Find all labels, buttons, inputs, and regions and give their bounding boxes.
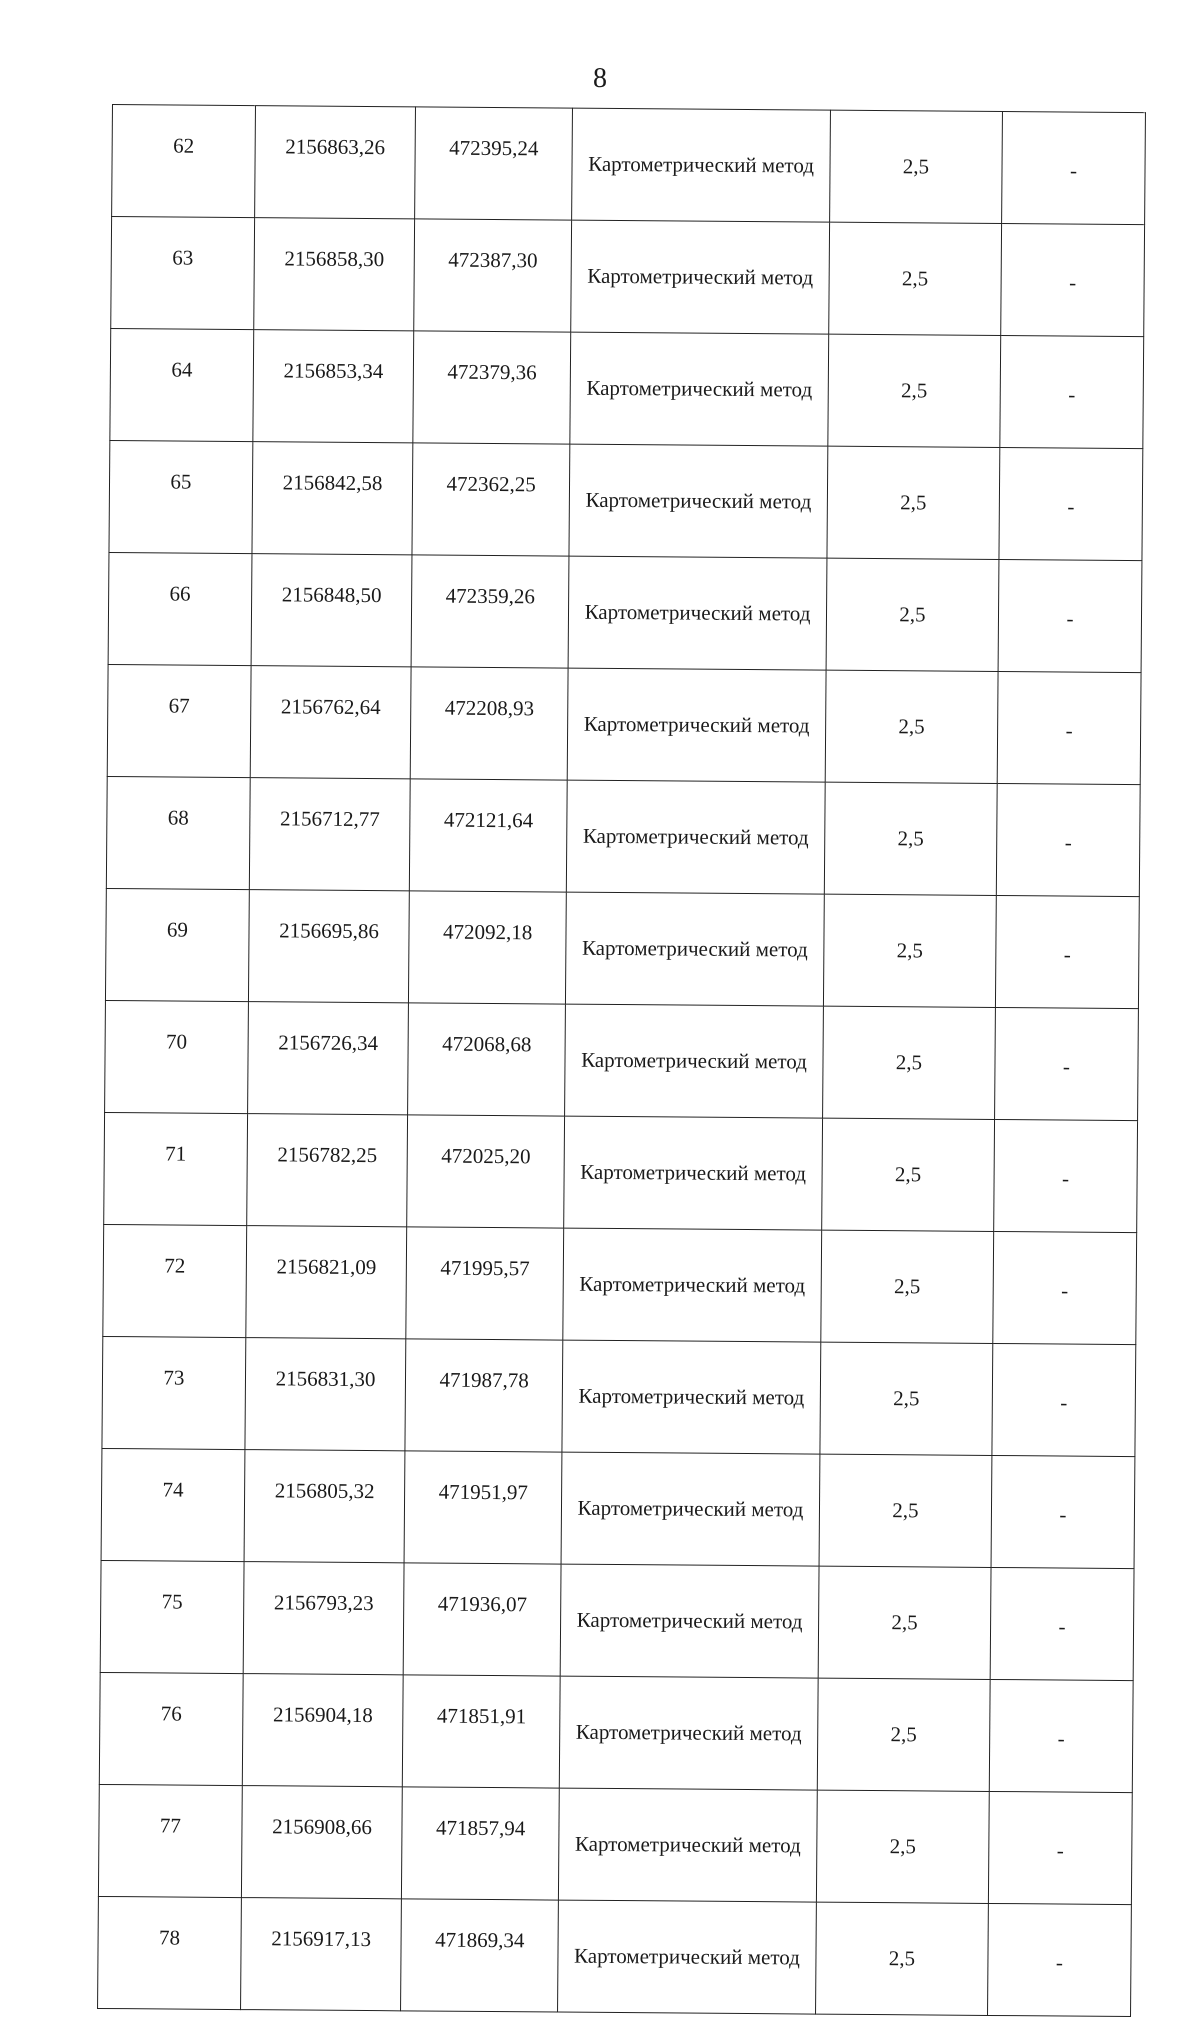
point-number-cell: 72 — [103, 1224, 247, 1337]
method-cell: Картометрический метод — [562, 1340, 821, 1454]
accuracy-cell: 2,5 — [829, 110, 1002, 223]
table-row — [106, 776, 1140, 896]
x-coordinate-cell: 2156853,34 — [253, 330, 414, 443]
x-coordinate-cell: 2156726,34 — [247, 1002, 408, 1115]
point-number-cell: 62 — [112, 105, 256, 218]
y-coordinate-cell: 471851,91 — [402, 1675, 560, 1788]
table-row — [109, 440, 1143, 560]
method-cell: Картометрический метод — [572, 108, 831, 222]
coordinates-table-body — [98, 105, 1146, 2017]
y-coordinate-cell: 472121,64 — [410, 779, 568, 892]
note-cell: - — [1002, 111, 1146, 224]
accuracy-cell: 2,5 — [828, 334, 1001, 447]
point-number-cell: 69 — [105, 888, 249, 1001]
point-number-cell: 63 — [111, 217, 255, 330]
accuracy-cell: 2,5 — [824, 782, 997, 895]
x-coordinate-cell: 2156848,50 — [251, 554, 412, 667]
y-coordinate-cell: 471951,97 — [404, 1451, 562, 1564]
point-number-cell: 71 — [104, 1112, 248, 1225]
point-number-cell: 68 — [106, 776, 250, 889]
method-cell: Картометрический метод — [565, 1004, 824, 1118]
method-cell: Картометрический метод — [560, 1564, 819, 1678]
method-cell: Картометрический метод — [561, 1452, 820, 1566]
method-cell: Картометрический метод — [571, 220, 830, 334]
method-cell: Картометрический метод — [559, 1788, 818, 1902]
x-coordinate-cell: 2156917,13 — [240, 1898, 401, 2011]
method-cell: Картометрический метод — [563, 1228, 822, 1342]
accuracy-cell: 2,5 — [822, 1118, 995, 1231]
accuracy-cell: 2,5 — [826, 558, 999, 671]
point-number-cell: 70 — [105, 1000, 249, 1113]
note-cell: - — [998, 559, 1142, 672]
note-cell: - — [1000, 335, 1144, 448]
method-cell: Картометрический метод — [566, 892, 825, 1006]
y-coordinate-cell: 471869,34 — [401, 1899, 559, 2012]
x-coordinate-cell: 2156908,66 — [241, 1786, 402, 1899]
note-cell: - — [988, 1903, 1132, 2016]
table-row — [98, 1896, 1132, 2016]
note-cell: - — [997, 671, 1141, 784]
table-row — [103, 1224, 1137, 1344]
point-number-cell: 76 — [99, 1672, 243, 1785]
x-coordinate-cell: 2156712,77 — [249, 778, 410, 891]
y-coordinate-cell: 472362,25 — [412, 443, 570, 556]
point-number-cell: 77 — [98, 1784, 242, 1897]
note-cell: - — [999, 447, 1143, 560]
point-number-cell: 65 — [109, 440, 253, 553]
x-coordinate-cell: 2156762,64 — [250, 666, 411, 779]
table-row — [104, 1112, 1138, 1232]
y-coordinate-cell: 472379,36 — [413, 331, 571, 444]
accuracy-cell: 2,5 — [827, 446, 1000, 559]
method-cell: Картометрический метод — [569, 444, 828, 558]
y-coordinate-cell: 471936,07 — [403, 1563, 561, 1676]
method-cell: Картометрический метод — [558, 1900, 817, 2014]
accuracy-cell: 2,5 — [815, 1902, 988, 2015]
x-coordinate-cell: 2156842,58 — [252, 442, 413, 555]
table-row — [111, 217, 1145, 337]
note-cell: - — [990, 1567, 1134, 1680]
x-coordinate-cell: 2156805,32 — [244, 1450, 405, 1563]
coordinates-table — [97, 104, 1146, 2017]
x-coordinate-cell: 2156858,30 — [254, 218, 415, 331]
x-coordinate-cell: 2156821,09 — [246, 1226, 407, 1339]
accuracy-cell: 2,5 — [816, 1790, 989, 1903]
table-row — [98, 1784, 1132, 1904]
table-row — [105, 888, 1139, 1008]
table-row — [108, 552, 1142, 672]
note-cell: - — [994, 1119, 1138, 1232]
table-row — [99, 1672, 1133, 1792]
x-coordinate-cell: 2156904,18 — [242, 1674, 403, 1787]
accuracy-cell: 2,5 — [823, 894, 996, 1007]
table-row — [100, 1560, 1134, 1680]
method-cell: Картометрический метод — [567, 668, 826, 782]
y-coordinate-cell: 472068,68 — [408, 1003, 566, 1116]
note-cell: - — [996, 783, 1140, 896]
table-row — [105, 1000, 1139, 1120]
point-number-cell: 66 — [108, 552, 252, 665]
table-row — [110, 328, 1144, 448]
accuracy-cell: 2,5 — [829, 222, 1002, 335]
note-cell: - — [995, 1007, 1139, 1120]
method-cell: Картометрический метод — [564, 1116, 823, 1230]
y-coordinate-cell: 472092,18 — [409, 891, 567, 1004]
y-coordinate-cell: 472395,24 — [415, 107, 573, 220]
note-cell: - — [1001, 223, 1145, 336]
y-coordinate-cell: 472359,26 — [411, 555, 569, 668]
x-coordinate-cell: 2156863,26 — [255, 106, 416, 219]
method-cell: Картометрический метод — [570, 332, 829, 446]
accuracy-cell: 2,5 — [822, 1006, 995, 1119]
table-row — [102, 1336, 1136, 1456]
point-number-cell: 74 — [101, 1448, 245, 1561]
point-number-cell: 78 — [98, 1896, 242, 2009]
accuracy-cell: 2,5 — [817, 1678, 990, 1791]
x-coordinate-cell: 2156782,25 — [247, 1114, 408, 1227]
y-coordinate-cell: 472025,20 — [407, 1115, 565, 1228]
table-row — [112, 105, 1146, 225]
method-cell: Картометрический метод — [559, 1676, 818, 1790]
note-cell: - — [989, 1679, 1133, 1792]
x-coordinate-cell: 2156695,86 — [248, 890, 409, 1003]
method-cell: Картометрический метод — [568, 556, 827, 670]
accuracy-cell: 2,5 — [820, 1342, 993, 1455]
y-coordinate-cell: 471857,94 — [402, 1787, 560, 1900]
note-cell: - — [992, 1343, 1136, 1456]
y-coordinate-cell: 471987,78 — [405, 1339, 563, 1452]
method-cell: Картометрический метод — [566, 780, 825, 894]
note-cell: - — [993, 1231, 1137, 1344]
table-row — [101, 1448, 1135, 1568]
note-cell: - — [995, 895, 1139, 1008]
point-number-cell: 73 — [102, 1336, 246, 1449]
accuracy-cell: 2,5 — [821, 1230, 994, 1343]
point-number-cell: 64 — [110, 328, 254, 441]
y-coordinate-cell: 471995,57 — [406, 1227, 564, 1340]
note-cell: - — [991, 1455, 1135, 1568]
accuracy-cell: 2,5 — [825, 670, 998, 783]
accuracy-cell: 2,5 — [818, 1566, 991, 1679]
y-coordinate-cell: 472208,93 — [410, 667, 568, 780]
point-number-cell: 75 — [100, 1560, 244, 1673]
page-number: 8 — [593, 63, 607, 94]
y-coordinate-cell: 472387,30 — [414, 219, 572, 332]
point-number-cell: 67 — [107, 664, 251, 777]
x-coordinate-cell: 2156831,30 — [245, 1338, 406, 1451]
note-cell: - — [988, 1791, 1132, 1904]
accuracy-cell: 2,5 — [819, 1454, 992, 1567]
x-coordinate-cell: 2156793,23 — [243, 1562, 404, 1675]
table-row — [107, 664, 1141, 784]
